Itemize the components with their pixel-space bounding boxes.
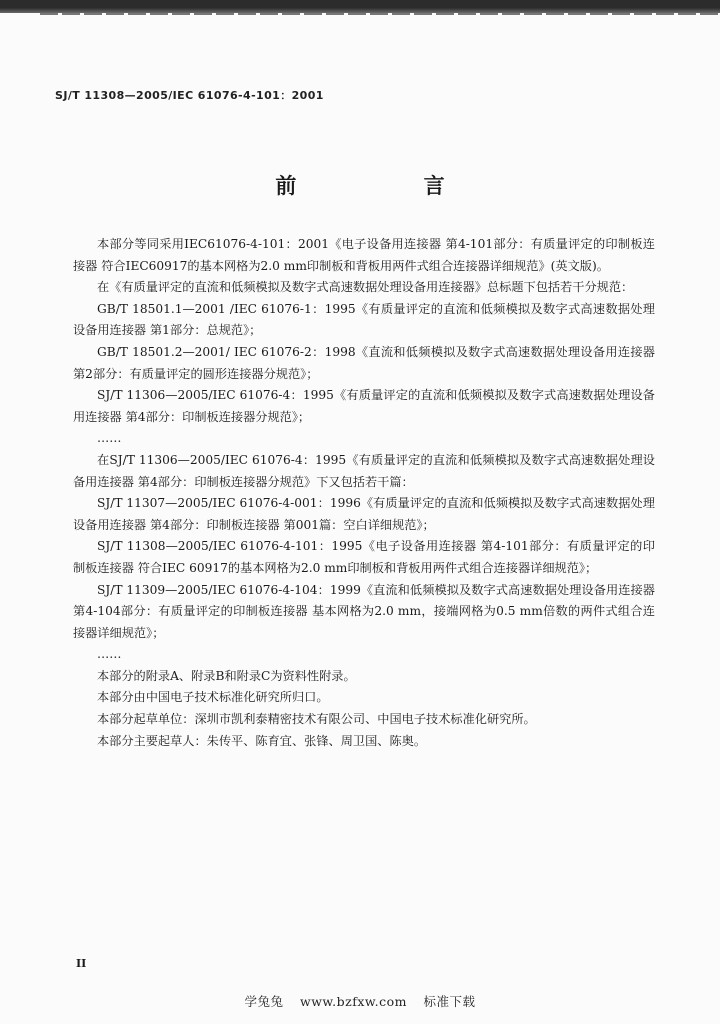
ellipsis: …… [97, 647, 122, 662]
footer-url[interactable]: www.bzfxw.com [300, 994, 407, 1009]
paragraph: SJ/T 11309—2005/IEC 61076-4-104：1999《直流和低频模拟及数字式高速数据处理设备用连接器 第4-104部分：有质量评定的印制板连接器 基本网格为2.0 mm，接端网格为0.5 mm倍数的两件式组合连接器详细规范》； [73, 582, 655, 640]
paragraph: 本部分由中国电子技术标准化研究所归口。 [97, 690, 329, 705]
paragraph: 在《有质量评定的直流和低频模拟及数字式高速数据处理设备用连接器》总标题下包括若干分规范： [97, 280, 634, 295]
paragraph: 本部分等同采用IEC61076-4-101：2001《电子设备用连接器 第4-101部分：有质量评定的印制板连接器 符合IEC60917的基本网格为2.0 mm印制板和背板用两件式组合连接器详细规范》(英文版)。 [73, 237, 655, 273]
footer-tagline: 标准下载 [423, 994, 476, 1009]
ellipsis: …… [97, 431, 122, 446]
scan-border [0, 0, 720, 13]
footer-site-name: 学兔兔 [244, 994, 284, 1009]
paragraph: 本部分起草单位：深圳市凯利泰精密技术有限公司、中国电子技术标准化研究所。 [97, 712, 536, 727]
standard-number: SJ/T 11308—2005/IEC 61076-4-101：2001 [55, 89, 324, 102]
paragraph: 本部分主要起草人：朱传平、陈育宜、张锋、周卫国、陈奥。 [97, 733, 427, 748]
paragraph: GB/T 18501.2—2001/ IEC 61076-2：1998《直流和低频模拟及数字式高速数据处理设备用连接器 第2部分：有质量评定的圆形连接器分规范》； [73, 344, 655, 381]
paragraph: SJ/T 11307—2005/IEC 61076-4-001：1996《有质量评定的直流和低频模拟及数字式高速数据处理设备用连接器 第4部分：印制板连接器 第001篇：空白详细规范》； [73, 496, 655, 532]
paragraph: GB/T 18501.1—2001 /IEC 61076-1：1995《有质量评定的直流和低频模拟及数字式高速数据处理设备用连接器 第1部分：总规范》； [73, 301, 655, 338]
paragraph: SJ/T 11306—2005/IEC 61076-4：1995《有质量评定的直流和低频模拟及数字式高速数据处理设备用连接器 第4部分：印制板连接器分规范》； [73, 388, 655, 424]
page-number: II [76, 957, 87, 970]
paragraph: 在SJ/T 11306—2005/IEC 61076-4：1995《有质量评定的直流和低频模拟及数字式高速数据处理设备用连接器 第4部分：印制板连接器分规范》下又包括若干篇： [73, 452, 655, 489]
page-title: 前 言 [275, 174, 505, 198]
foreword-body [73, 234, 655, 752]
paragraph: SJ/T 11308—2005/IEC 61076-4-101：1995《电子设备用连接器 第4-101部分：有质量评定的印制板连接器 符合IEC 60917的基本网格为2.0 mm印制板和背板用两件式组合连接器详细规范》； [73, 539, 655, 575]
paragraph: 本部分的附录A、附录B和附录C为资料性附录。 [97, 668, 356, 683]
watermark-footer [0, 992, 720, 1010]
